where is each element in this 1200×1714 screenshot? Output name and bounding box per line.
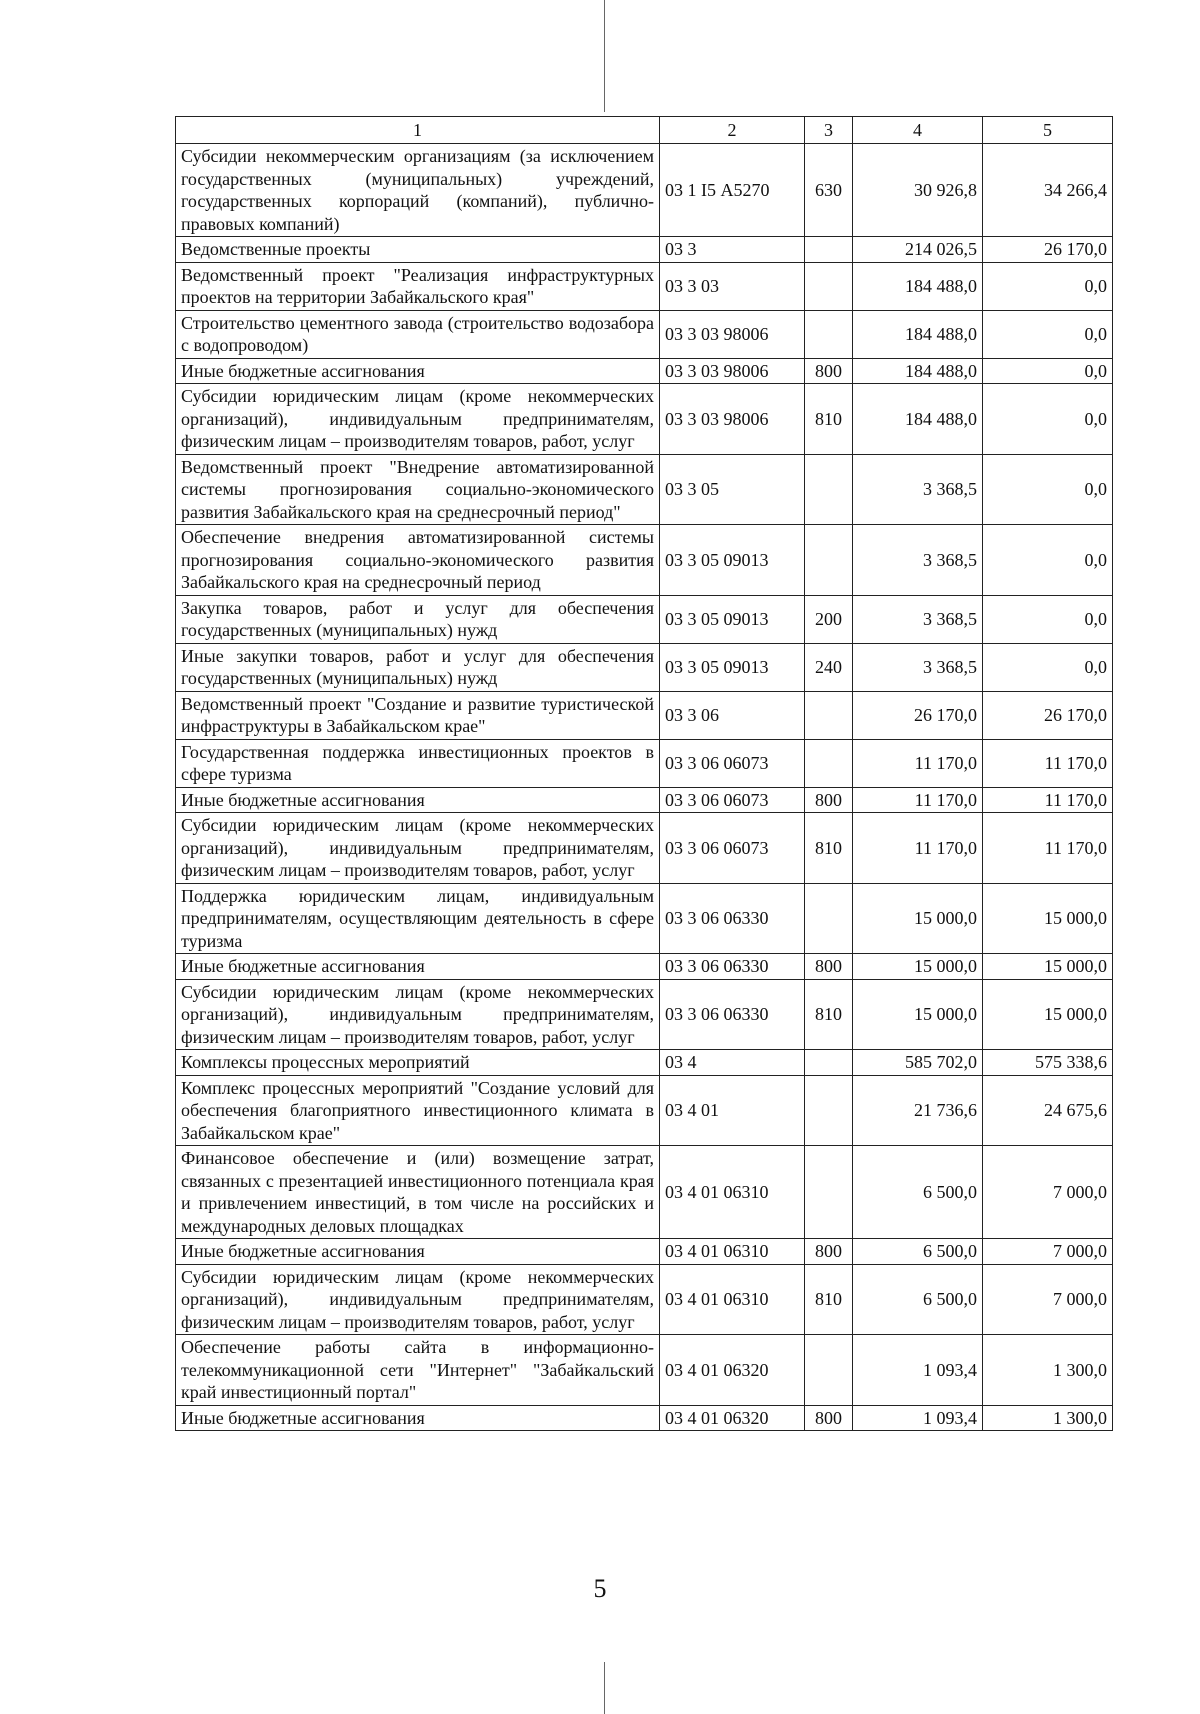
row-amount-year-1: 15 000,0 [853,979,983,1050]
row-amount-year-2: 0,0 [983,384,1113,455]
row-name: Иные бюджетные ассигнования [176,954,660,980]
table-row [176,979,1113,1050]
table-row [176,883,1113,954]
row-amount-year-2: 26 170,0 [983,237,1113,263]
row-name: Иные бюджетные ассигнования [176,787,660,813]
row-amount-year-2: 0,0 [983,595,1113,643]
row-expense-type: 800 [805,787,853,813]
row-expense-type [805,1146,853,1239]
row-code: 03 3 06 [660,691,805,739]
row-expense-type: 800 [805,954,853,980]
table-row [176,237,1113,263]
row-expense-type [805,691,853,739]
header-col-1: 1 [176,117,660,144]
row-name: Иные бюджетные ассигнования [176,358,660,384]
row-name: Ведомственный проект "Создание и развитие туристической инфраструктуры в Забайкальском крае" [176,691,660,739]
row-name: Государственная поддержка инвестиционных проектов в сфере туризма [176,739,660,787]
row-expense-type: 800 [805,1405,853,1431]
row-expense-type: 810 [805,1264,853,1335]
scan-fold-line-top [604,0,605,112]
table-row [176,595,1113,643]
row-expense-type [805,1050,853,1076]
row-name: Субсидии некоммерческим организациям (за исключением государственных (муниципальных) учреждений, государственных корпораций (компаний), публично-правовых компаний) [176,144,660,237]
row-code: 03 4 01 06320 [660,1405,805,1431]
row-code: 03 3 [660,237,805,263]
row-code: 03 1 I5 А5270 [660,144,805,237]
row-code: 03 3 05 09013 [660,643,805,691]
row-expense-type: 200 [805,595,853,643]
table-row [176,1335,1113,1406]
row-amount-year-2: 7 000,0 [983,1264,1113,1335]
row-amount-year-2: 34 266,4 [983,144,1113,237]
row-name: Ведомственный проект "Внедрение автоматизированной системы прогнозирования социально-экономического развития Забайкальского края на среднесрочный период" [176,454,660,525]
row-code: 03 4 01 06320 [660,1335,805,1406]
row-expense-type [805,1075,853,1146]
row-code: 03 4 [660,1050,805,1076]
row-code: 03 4 01 [660,1075,805,1146]
row-expense-type [805,262,853,310]
row-amount-year-1: 6 500,0 [853,1146,983,1239]
row-expense-type [805,883,853,954]
row-code: 03 3 03 98006 [660,310,805,358]
table-row [176,384,1113,455]
row-amount-year-1: 11 170,0 [853,787,983,813]
table-row [176,643,1113,691]
row-code: 03 4 01 06310 [660,1264,805,1335]
table-row [176,691,1113,739]
row-amount-year-1: 11 170,0 [853,813,983,884]
scan-fold-line-bottom [604,1662,605,1714]
budget-table-header [176,117,1113,144]
row-name: Обеспечение работы сайта в информационно-телекоммуникационной сети "Интернет" "Забайкальский край инвестиционный портал" [176,1335,660,1406]
row-code: 03 4 01 06310 [660,1146,805,1239]
row-amount-year-2: 0,0 [983,262,1113,310]
row-name: Субсидии юридическим лицам (кроме некоммерческих организаций), индивидуальным предпринимателям, физическим лицам – производителям товаров, работ, услуг [176,1264,660,1335]
table-row [176,454,1113,525]
row-amount-year-1: 184 488,0 [853,310,983,358]
row-name: Обеспечение внедрения автоматизированной системы прогнозирования социально-экономического развития Забайкальского края на среднесрочный период [176,525,660,596]
row-expense-type [805,454,853,525]
header-col-5: 5 [983,117,1113,144]
table-row [176,262,1113,310]
header-row [176,117,1113,144]
row-code: 03 3 06 06073 [660,739,805,787]
row-amount-year-1: 15 000,0 [853,883,983,954]
table-row [176,144,1113,237]
table-row [176,813,1113,884]
table-row [176,1050,1113,1076]
table-row [176,358,1113,384]
budget-table [175,116,1113,1431]
row-code: 03 3 03 [660,262,805,310]
row-code: 03 3 06 06073 [660,787,805,813]
row-name: Строительство цементного завода (строительство водозабора с водопроводом) [176,310,660,358]
row-amount-year-1: 30 926,8 [853,144,983,237]
row-expense-type: 240 [805,643,853,691]
row-code: 03 3 06 06330 [660,979,805,1050]
row-amount-year-1: 3 368,5 [853,643,983,691]
row-amount-year-1: 585 702,0 [853,1050,983,1076]
row-amount-year-1: 184 488,0 [853,262,983,310]
row-amount-year-1: 184 488,0 [853,384,983,455]
row-amount-year-2: 1 300,0 [983,1335,1113,1406]
table-row [176,310,1113,358]
table-row [176,1239,1113,1265]
row-amount-year-2: 11 170,0 [983,739,1113,787]
row-code: 03 3 06 06073 [660,813,805,884]
row-amount-year-1: 3 368,5 [853,525,983,596]
row-name: Субсидии юридическим лицам (кроме некоммерческих организаций), индивидуальным предпринимателям, физическим лицам – производителям товаров, работ, услуг [176,979,660,1050]
row-code: 03 3 03 98006 [660,384,805,455]
row-name: Поддержка юридическим лицам, индивидуальным предпринимателям, осуществляющим деятельность в сфере туризма [176,883,660,954]
header-col-2: 2 [660,117,805,144]
row-name: Закупка товаров, работ и услуг для обеспечения государственных (муниципальных) нужд [176,595,660,643]
row-expense-type: 630 [805,144,853,237]
row-name: Иные бюджетные ассигнования [176,1405,660,1431]
table-row [176,1146,1113,1239]
row-name: Комплекс процессных мероприятий "Создание условий для обеспечения благоприятного инвестиционного климата в Забайкальском крае" [176,1075,660,1146]
row-amount-year-2: 575 338,6 [983,1050,1113,1076]
row-expense-type: 800 [805,1239,853,1265]
header-col-3: 3 [805,117,853,144]
page-number: 5 [593,1574,607,1603]
row-amount-year-2: 0,0 [983,525,1113,596]
table-row [176,1405,1113,1431]
header-col-4: 4 [853,117,983,144]
table-row [176,787,1113,813]
row-amount-year-2: 15 000,0 [983,979,1113,1050]
row-amount-year-2: 7 000,0 [983,1146,1113,1239]
row-amount-year-1: 214 026,5 [853,237,983,263]
row-amount-year-2: 24 675,6 [983,1075,1113,1146]
row-name: Субсидии юридическим лицам (кроме некоммерческих организаций), индивидуальным предпринимателям, физическим лицам – производителям товаров, работ, услуг [176,813,660,884]
row-amount-year-2: 15 000,0 [983,954,1113,980]
table-row [176,739,1113,787]
row-amount-year-2: 0,0 [983,454,1113,525]
row-expense-type: 810 [805,979,853,1050]
row-expense-type [805,1335,853,1406]
row-amount-year-2: 26 170,0 [983,691,1113,739]
row-name: Ведомственный проект "Реализация инфраструктурных проектов на территории Забайкальского края" [176,262,660,310]
budget-table-body [176,144,1113,1431]
row-amount-year-1: 21 736,6 [853,1075,983,1146]
row-name: Ведомственные проекты [176,237,660,263]
table-row [176,525,1113,596]
row-name: Иные бюджетные ассигнования [176,1239,660,1265]
row-code: 03 4 01 06310 [660,1239,805,1265]
row-expense-type [805,739,853,787]
row-expense-type: 810 [805,813,853,884]
row-expense-type: 810 [805,384,853,455]
row-code: 03 3 05 09013 [660,525,805,596]
row-code: 03 3 05 09013 [660,595,805,643]
table-row [176,1075,1113,1146]
table-row [176,1264,1113,1335]
row-code: 03 3 06 06330 [660,954,805,980]
row-amount-year-1: 3 368,5 [853,454,983,525]
row-name: Финансовое обеспечение и (или) возмещение затрат, связанных с презентацией инвестиционного потенциала края и привлечением инвестиций, в том числе на российских и международных деловых площадках [176,1146,660,1239]
row-amount-year-1: 3 368,5 [853,595,983,643]
row-name: Иные закупки товаров, работ и услуг для обеспечения государственных (муниципальных) нужд [176,643,660,691]
row-amount-year-1: 184 488,0 [853,358,983,384]
row-expense-type: 800 [805,358,853,384]
row-amount-year-2: 1 300,0 [983,1405,1113,1431]
row-name: Субсидии юридическим лицам (кроме некоммерческих организаций), индивидуальным предпринимателям, физическим лицам – производителям товаров, работ, услуг [176,384,660,455]
row-amount-year-2: 11 170,0 [983,787,1113,813]
row-amount-year-2: 15 000,0 [983,883,1113,954]
row-amount-year-2: 0,0 [983,310,1113,358]
row-amount-year-1: 6 500,0 [853,1264,983,1335]
row-expense-type [805,237,853,263]
row-amount-year-2: 11 170,0 [983,813,1113,884]
row-amount-year-2: 7 000,0 [983,1239,1113,1265]
row-amount-year-1: 6 500,0 [853,1239,983,1265]
row-expense-type [805,310,853,358]
row-amount-year-1: 15 000,0 [853,954,983,980]
row-amount-year-1: 1 093,4 [853,1335,983,1406]
table-row [176,954,1113,980]
row-amount-year-1: 11 170,0 [853,739,983,787]
row-code: 03 3 06 06330 [660,883,805,954]
row-amount-year-2: 0,0 [983,358,1113,384]
row-code: 03 3 03 98006 [660,358,805,384]
row-code: 03 3 05 [660,454,805,525]
row-amount-year-1: 26 170,0 [853,691,983,739]
row-name: Комплексы процессных мероприятий [176,1050,660,1076]
row-amount-year-1: 1 093,4 [853,1405,983,1431]
row-expense-type [805,525,853,596]
row-amount-year-2: 0,0 [983,643,1113,691]
